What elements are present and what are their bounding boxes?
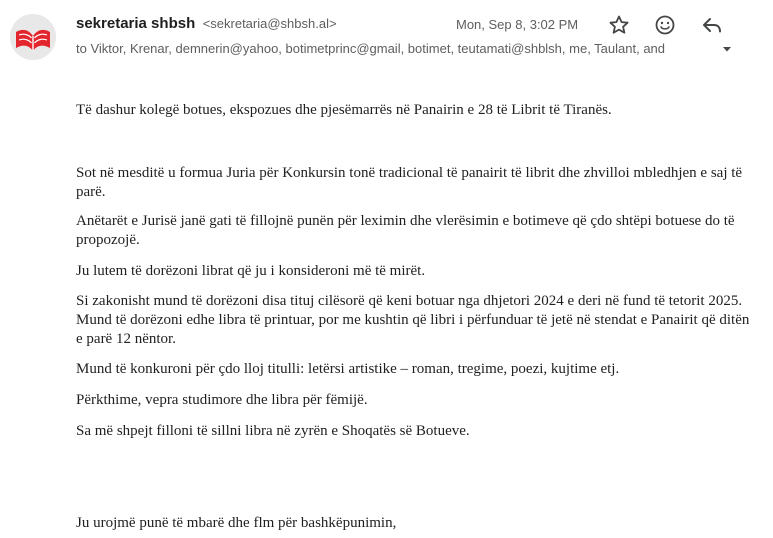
body-paragraph-4: Si zakonisht mund të dorëzoni disa tituj cilësorë që keni botuar nga dhjetori 2024 e deri në fund të tetorit 2025. Mund të dorëzoni edhe libra të printuar, por me kushtin që libri i përfunduar të jetë në stendat e Panairit që ditën e parë 12 nëntor. — [76, 293, 750, 347]
body-paragraph-1: Sot në mesditë u formua Juria për Konkursin tonë tradicional të panairit të librit dhe zhvilloi mbledhjen e saj të parë. — [76, 165, 743, 200]
show-details-button[interactable] — [720, 43, 734, 55]
sender-email[interactable]: <sekretaria@shbsh.al> — [202, 16, 337, 31]
closing-line: Ju urojmë punë të mbarë dhe flm për bashkëpunimin, — [76, 515, 397, 531]
body-paragraph-7: Sa më shpejt filloni të sillni libra në zyrën e Shoqatës së Botueve. — [76, 423, 470, 439]
body-paragraph-6: Përkthime, vepra studimore dhe libra për fëmijë. — [76, 392, 368, 408]
book-logo-icon — [10, 14, 56, 60]
star-button[interactable] — [607, 13, 631, 37]
body-paragraph-5: Mund të konkuroni për çdo lloj titulli: letërsi artistike – roman, tregime, poezi, kujtime etj. — [76, 361, 620, 377]
star-icon — [607, 13, 631, 37]
emoji-reaction-button[interactable] — [653, 13, 677, 37]
body-paragraph-3: Ju lutem të dorëzoni librat që ju i konsideroni më të mirët. — [76, 263, 426, 279]
emoji-reaction-icon — [653, 13, 677, 37]
reply-button[interactable] — [700, 13, 724, 37]
body-paragraph-2: Anëtarët e Jurisë janë gati të fillojnë punën për leximin dhe vlerësimin e botimeve që çdo shtëpi botuese do të propozojë. — [76, 213, 735, 248]
reply-icon — [700, 13, 724, 37]
sender-line — [76, 15, 337, 33]
chevron-down-icon — [720, 43, 734, 55]
message-date: Mon, Sep 8, 3:02 PM — [456, 17, 579, 32]
recipients-line: to Viktor, Krenar, demnerin@yahoo, botimetprinc@gmail, botimet, teutamati@shblsh, me, Taulant, and — [76, 41, 666, 56]
sender-name[interactable]: sekretaria shbsh — [76, 15, 196, 32]
greeting: Të dashur kolegë botues, ekspozues dhe pjesëmarrës në Panairin e 28 të Librit të Tiranës. — [76, 102, 612, 118]
sender-avatar[interactable] — [10, 14, 56, 60]
